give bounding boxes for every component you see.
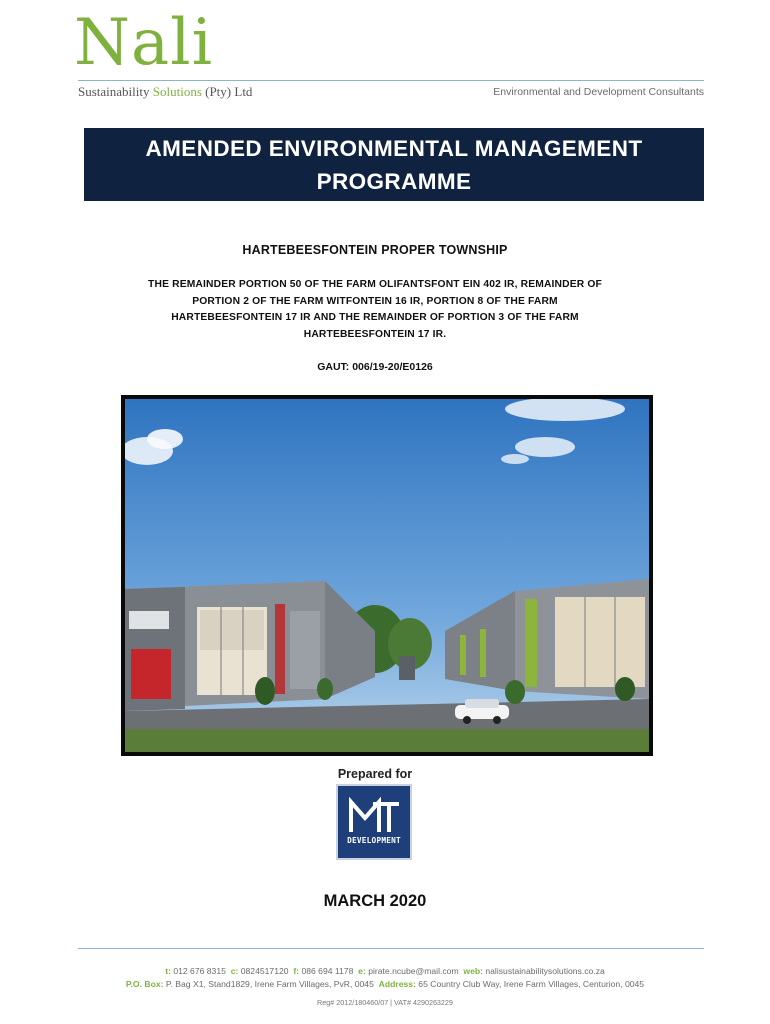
property-description-line: HARTEBEESFONTEIN 17 IR. — [303, 328, 447, 340]
document-date: MARCH 2020 — [323, 892, 427, 910]
company-name-accent: Solutions — [152, 84, 202, 99]
property-description — [95, 277, 655, 343]
footer-pobox-key: P.O. Box: — [125, 979, 164, 989]
footer-fax: 086 694 1178 — [301, 966, 354, 976]
reference-number: GAUT: 006/19-20/E0126 — [317, 361, 433, 373]
property-description-line: HARTEBEESFONTEIN 17 IR AND THE REMAINDER OF PORTION 3 OF THE FARM — [171, 312, 579, 323]
footer-fax-key: f: — [293, 966, 300, 976]
client-monogram-icon — [347, 796, 401, 836]
footer-phone: 012 676 8315 — [173, 966, 226, 976]
footer-registration: Reg# 2012/180460/07 | VAT# 4290263229 — [317, 998, 453, 1007]
footer-pobox: P. Bag X1, Stand1829, Irene Farm Villages, PvR, 0045 — [165, 979, 374, 989]
development-rendering-image — [121, 395, 653, 756]
footer-email-key: e: — [358, 966, 366, 976]
footer-divider — [78, 948, 704, 949]
header-divider — [78, 80, 704, 81]
footer-phone-key: t: — [165, 966, 171, 976]
company-tagline: Environmental and Development Consultants — [493, 86, 704, 98]
footer-cell: 0824517120 — [240, 966, 289, 976]
company-name-prefix: Sustainability — [78, 84, 153, 99]
prepared-for-label: Prepared for — [337, 767, 413, 781]
footer-address-key: Address: — [378, 979, 416, 989]
footer-contact-line — [0, 966, 770, 976]
footer-cell-key: c: — [230, 966, 239, 976]
footer-email: pirate.ncube@mail.com — [368, 966, 459, 976]
property-description-line: THE REMAINDER PORTION 50 OF THE FARM OLIFANTSFONT EIN 402 IR, REMAINDER OF — [148, 279, 602, 290]
project-name: HARTEBEESFONTEIN PROPER TOWNSHIP — [242, 243, 508, 257]
property-description-line: PORTION 2 OF THE FARM WITFONTEIN 16 IR, PORTION 8 OF THE FARM — [192, 295, 558, 307]
company-name-suffix: (Pty) Ltd — [201, 84, 253, 99]
company-name — [78, 84, 252, 100]
footer-address-line — [0, 979, 770, 989]
footer-address: 65 Country Club Way, Irene Farm Villages, Centurion, 0045 — [418, 979, 645, 989]
document-title-line-1: AMENDED ENVIRONMENTAL MANAGEMENT — [145, 135, 643, 161]
footer-website: nalisustainabilitysolutions.co.za — [485, 966, 605, 976]
document-title-line-2: PROGRAMME — [316, 168, 472, 194]
client-logo — [336, 784, 412, 860]
rendering-illustration — [125, 399, 649, 752]
client-name: DEVELOPMENT — [347, 836, 401, 845]
footer-web-key: web: — [463, 966, 483, 976]
company-logo-wordmark: Nali — [74, 6, 214, 80]
document-title-banner — [84, 128, 704, 201]
